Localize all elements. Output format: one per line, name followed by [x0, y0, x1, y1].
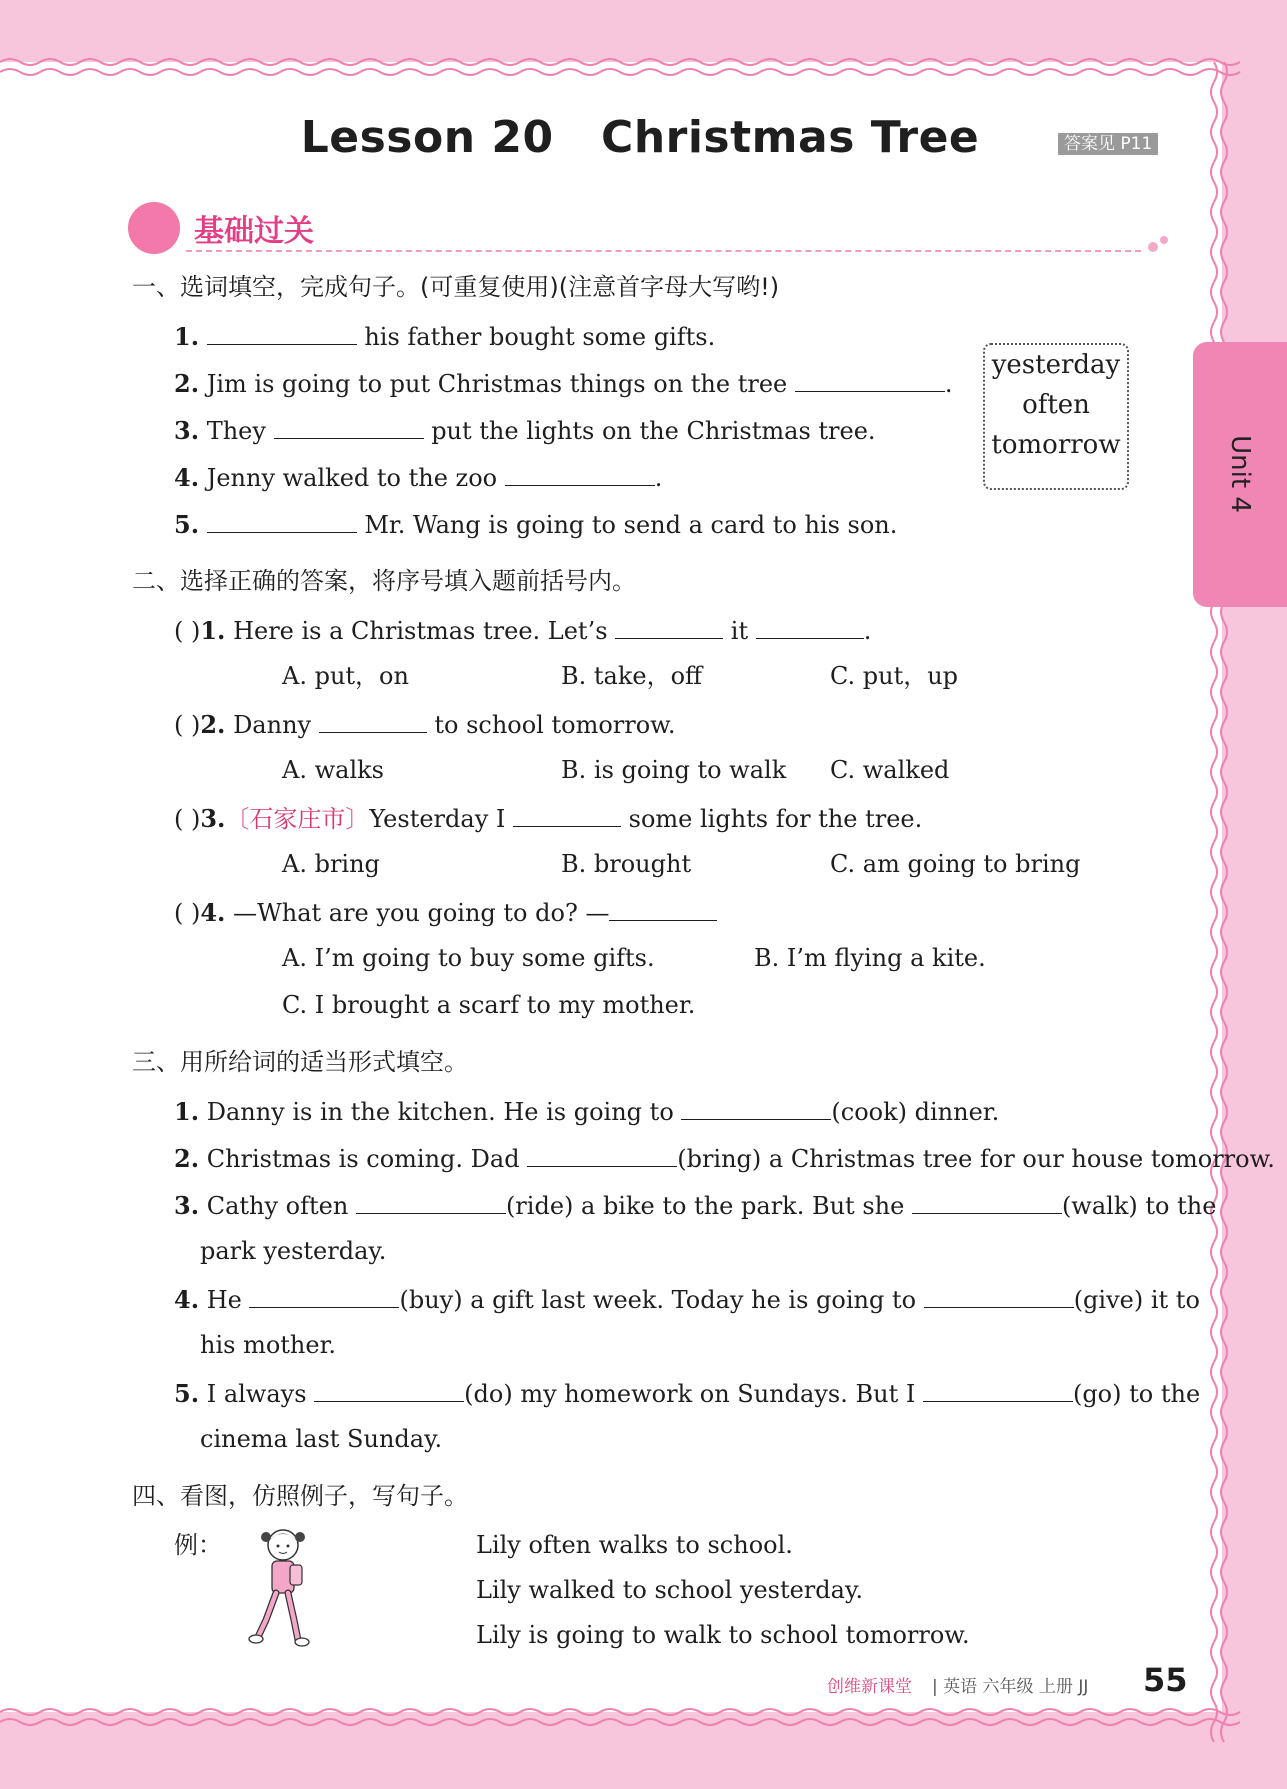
- option: C. am going to bring: [830, 850, 1081, 878]
- answer-bracket[interactable]: ( ): [174, 805, 201, 833]
- part2-question: ( )2. Danny to school tomorrow.: [174, 710, 676, 739]
- source-city-tag: 〔石家庄市〕: [225, 805, 370, 833]
- option: B. brought: [561, 850, 692, 878]
- answer-blank[interactable]: [527, 1142, 677, 1167]
- part1-item: 1. his father bought some gifts.: [174, 322, 716, 351]
- part2-question: ( )4. —What are you going to do? —: [174, 896, 717, 928]
- option: A. bring: [282, 850, 380, 878]
- answer-blank[interactable]: [681, 1095, 831, 1120]
- part3-item: 3. Cathy often (ride) a bike to the park. But she (walk) to the: [174, 1191, 1217, 1220]
- answer-blank[interactable]: [756, 614, 864, 639]
- option: B. is going to walk: [561, 756, 787, 784]
- example-sentence: Lily walked to school yesterday.: [476, 1576, 863, 1604]
- answer-blank[interactable]: [319, 708, 427, 733]
- answer-bracket[interactable]: ( ): [174, 711, 201, 739]
- part3-item: 2. Christmas is coming. Dad (bring) a Christmas tree for our house tomorrow.: [174, 1144, 1275, 1173]
- option: B. take，off: [561, 662, 703, 690]
- part1-item: 5. Mr. Wang is going to send a card to his son.: [174, 510, 898, 539]
- part2-question: ( )3.〔石家庄市〕Yesterday I some lights for the tree.: [174, 804, 923, 833]
- answer-blank[interactable]: [249, 1283, 399, 1308]
- part1-heading: 一、选词填空，完成句子。(可重复使用)(注意首字母大写哟!): [132, 273, 780, 301]
- word-bank-item: tomorrow: [991, 430, 1121, 460]
- part3-item: 1. Danny is in the kitchen. He is going to (cook) dinner.: [174, 1097, 1000, 1126]
- unit-tab: [1193, 342, 1287, 607]
- answer-reference-badge: 答案见 P11: [1058, 133, 1158, 155]
- section-banner-label: 基础过关: [194, 214, 314, 249]
- decor-dot: [1160, 236, 1168, 244]
- answer-bracket[interactable]: ( ): [174, 899, 201, 927]
- part2-heading: 二、选择正确的答案，将序号填入题前括号内。: [132, 567, 636, 595]
- option: A. walks: [282, 756, 384, 784]
- answer-blank[interactable]: [314, 1377, 464, 1402]
- part3-item: 4. He (buy) a gift last week. Today he is going to (give) it to: [174, 1285, 1200, 1314]
- part3-item-continued: cinema last Sunday.: [200, 1425, 443, 1453]
- option: A. put，on: [282, 662, 409, 690]
- part3-item: 5. I always (do) my homework on Sundays. But I (go) to the: [174, 1379, 1201, 1408]
- banner-divider: [186, 250, 1141, 252]
- answer-blank[interactable]: [615, 614, 723, 639]
- part1-item: 4. Jenny walked to the zoo .: [174, 463, 663, 492]
- option: C. walked: [830, 756, 950, 784]
- footer-book-info: | 英语 六年级 上册 JJ: [932, 1677, 1089, 1697]
- answer-blank[interactable]: [207, 320, 357, 345]
- option: A. I’m going to buy some gifts.: [282, 944, 655, 972]
- option: B. I’m flying a kite.: [754, 944, 986, 972]
- part3-item-continued: his mother.: [200, 1331, 337, 1359]
- decor-dot: [1148, 242, 1158, 252]
- girl-avatar-icon: [128, 202, 180, 254]
- answer-blank[interactable]: [924, 1283, 1074, 1308]
- answer-blank[interactable]: [356, 1189, 506, 1214]
- footer-brand: 创维新课堂: [827, 1677, 912, 1697]
- word-bank-item: yesterday: [991, 350, 1121, 380]
- answer-blank[interactable]: [923, 1377, 1073, 1402]
- part3-item-continued: park yesterday.: [200, 1237, 387, 1265]
- word-bank-item: often: [1022, 390, 1090, 420]
- example-sentence: Lily often walks to school.: [476, 1531, 793, 1559]
- lesson-title: Lesson 20 Christmas Tree: [300, 112, 980, 163]
- part1-item: 3. They put the lights on the Christmas tree.: [174, 416, 876, 445]
- page-number: 55: [1143, 1661, 1188, 1699]
- section-banner: [128, 198, 1173, 254]
- part3-heading: 三、用所给词的适当形式填空。: [132, 1048, 468, 1076]
- answer-blank[interactable]: [912, 1189, 1062, 1214]
- word-bank-box: [983, 343, 1129, 490]
- unit-tab-label: Unit 4: [1225, 435, 1255, 513]
- answer-bracket[interactable]: ( ): [174, 617, 201, 645]
- girl-walking-icon: [248, 1525, 318, 1650]
- answer-blank[interactable]: [609, 896, 717, 921]
- answer-blank[interactable]: [274, 414, 424, 439]
- part1-item: 2. Jim is going to put Christmas things on the tree .: [174, 369, 953, 398]
- answer-blank[interactable]: [513, 802, 621, 827]
- option: C. put，up: [830, 662, 959, 690]
- answer-blank[interactable]: [795, 367, 945, 392]
- part2-question: ( )1. Here is a Christmas tree. Let’s it .: [174, 616, 872, 645]
- answer-blank[interactable]: [207, 508, 357, 533]
- option: C. I brought a scarf to my mother.: [282, 991, 696, 1019]
- example-sentence: Lily is going to walk to school tomorrow.: [476, 1621, 970, 1649]
- answer-blank[interactable]: [505, 461, 655, 486]
- part4-heading: 四、看图，仿照例子，写句子。: [132, 1482, 468, 1510]
- example-label: 例：: [174, 1531, 222, 1559]
